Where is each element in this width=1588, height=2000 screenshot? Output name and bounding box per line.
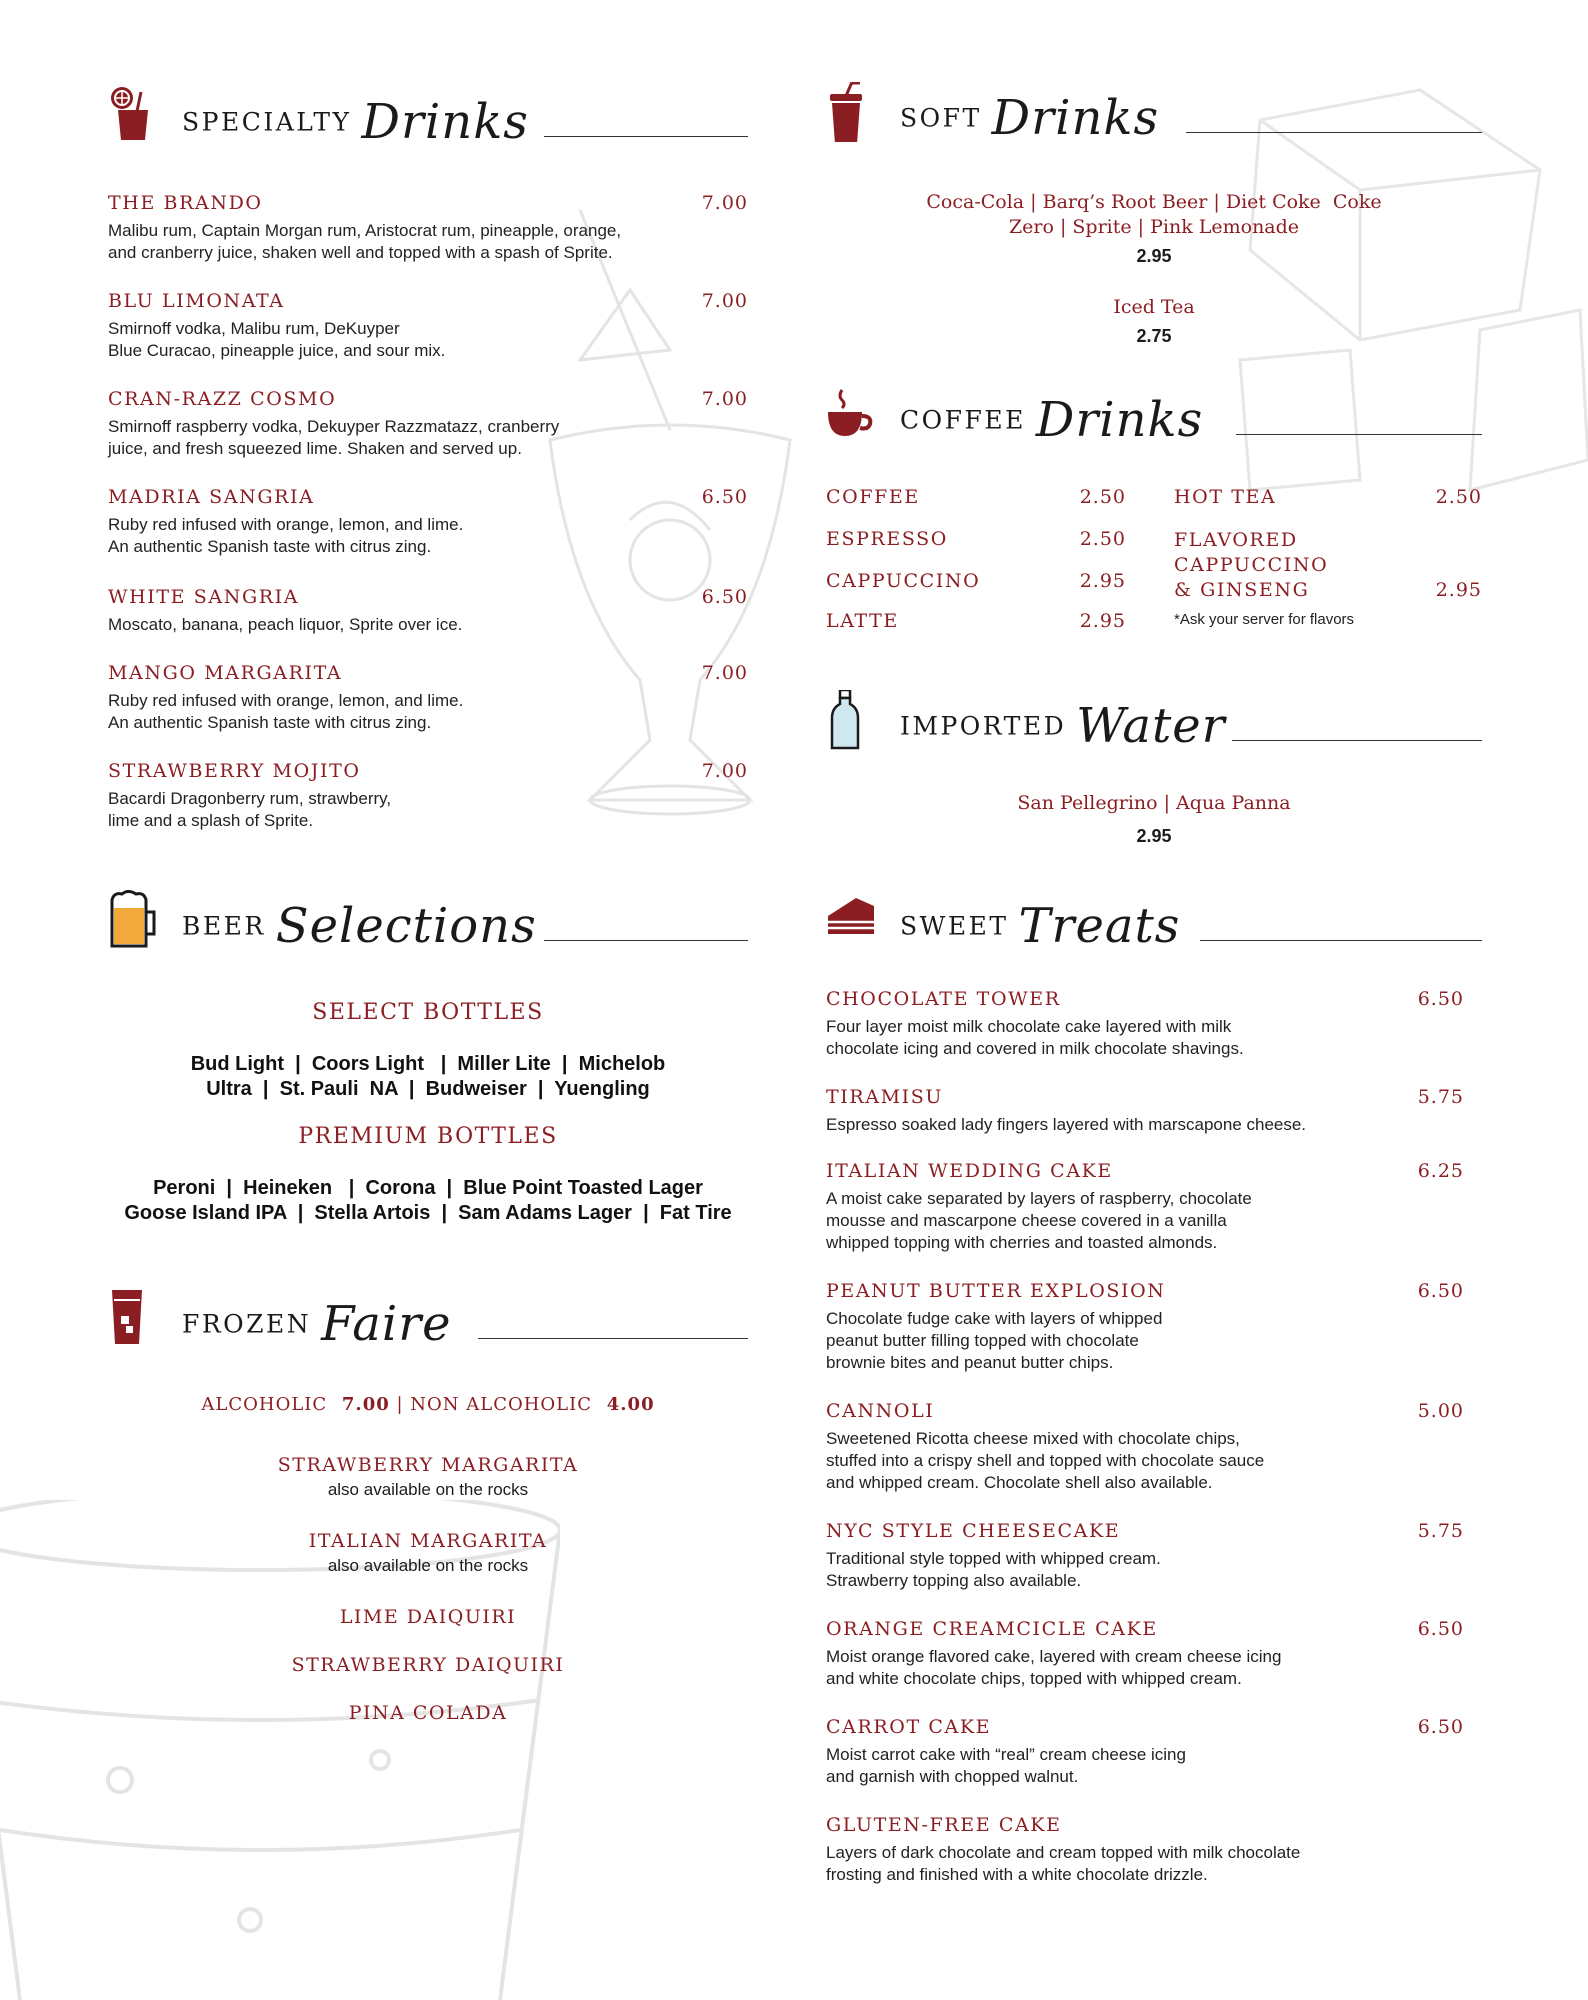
frozen-item-note: also available on the rocks xyxy=(327,1556,529,1575)
menu-item xyxy=(826,1618,1464,1690)
coffee-price: 2.50 xyxy=(1079,486,1126,508)
soda-cup-icon xyxy=(826,82,874,142)
flavors-note: *Ask your server for flavors xyxy=(1174,611,1355,628)
desc-line: brownie bites and peanut butter chips. xyxy=(826,1353,1114,1372)
desc-line: and cranberry juice, shaken well and topped with a spash of Sprite. xyxy=(108,243,613,262)
desc-line: Sweetened Ricotta cheese mixed with chocolate chips, xyxy=(826,1429,1240,1448)
desc-line: Four layer moist milk chocolate cake layered with milk xyxy=(826,1017,1232,1036)
menu-item xyxy=(826,1716,1464,1788)
beer-line: Bud Light | Coors Light | Miller Lite | Michelob xyxy=(190,1053,666,1075)
frozen-item-name: STRAWBERRY DAIQUIRI xyxy=(291,1654,565,1676)
coffee-name-line: CAPPUCCINO xyxy=(1174,554,1329,576)
menu-item xyxy=(826,988,1464,1060)
beer-selections-header xyxy=(108,890,748,960)
menu-item xyxy=(108,388,748,460)
item-name: MADRIA SANGRIA xyxy=(108,486,315,508)
frozen-item-name: STRAWBERRY MARGARITA xyxy=(277,1454,579,1476)
desc-line: whipped topping with cherries and toasted almonds. xyxy=(826,1233,1218,1252)
heading-rule xyxy=(1186,132,1482,133)
item-name: CRAN-RAZZ COSMO xyxy=(108,388,337,410)
premium-bottles-list xyxy=(108,1176,748,1226)
soft-heading-script: Drinks xyxy=(991,90,1160,146)
item-price: 7.00 xyxy=(701,662,748,684)
item-price: 5.75 xyxy=(1417,1520,1464,1542)
coffee-name-line: & GINSENG xyxy=(1174,579,1310,601)
desc-line: An authentic Spanish taste with citrus zing. xyxy=(108,713,432,732)
item-name: CARROT CAKE xyxy=(826,1716,992,1738)
desc-line: chocolate icing and covered in milk chocolate shavings. xyxy=(826,1039,1244,1058)
item-name: TIRAMISU xyxy=(826,1086,943,1108)
desc-line: A moist cake separated by layers of raspberry, chocolate xyxy=(826,1189,1252,1208)
item-name: CANNOLI xyxy=(826,1400,935,1422)
frozen-item-name: PINA COLADA xyxy=(348,1702,508,1724)
water-heading-script: Water xyxy=(1076,698,1226,754)
frozen-item-name: ITALIAN MARGARITA xyxy=(308,1530,548,1552)
item-description xyxy=(826,1548,1464,1592)
cake-slice-icon xyxy=(826,890,874,950)
desc-line: Traditional style topped with whipped cream. xyxy=(826,1549,1161,1568)
coffee-price: 2.95 xyxy=(1435,579,1482,601)
menu-item xyxy=(826,1086,1464,1136)
desc-line: lime and a splash of Sprite. xyxy=(108,811,314,830)
coffee-item xyxy=(826,570,1126,592)
beer-heading-script: Selections xyxy=(275,898,537,954)
select-bottles-title: SELECT BOTTLES xyxy=(312,1000,544,1025)
coffee-name: LATTE xyxy=(826,610,899,632)
item-name: WHITE SANGRIA xyxy=(108,586,300,608)
item-price: 7.00 xyxy=(701,192,748,214)
coffee-price: 2.95 xyxy=(1079,610,1126,632)
heading-rule xyxy=(544,940,748,941)
desc-line: Moist orange flavored cake, layered with cream cheese icing xyxy=(826,1647,1282,1666)
water-bottle-icon xyxy=(826,690,874,750)
item-price: 6.50 xyxy=(701,486,748,508)
menu-item xyxy=(826,1400,1464,1494)
specialty-drinks-header xyxy=(108,86,748,156)
menu-item xyxy=(826,1814,1464,1886)
beer-line: Ultra | St. Pauli NA | Budweiser | Yuengling xyxy=(206,1078,650,1100)
cocktail-icon xyxy=(108,86,156,146)
item-price: 6.50 xyxy=(1417,1716,1464,1738)
menu-item xyxy=(826,1160,1464,1254)
coffee-heading-script: Drinks xyxy=(1035,392,1204,448)
menu-item xyxy=(108,662,748,734)
beer-heading-word: BEER xyxy=(182,911,266,941)
menu-item xyxy=(826,1520,1464,1592)
non-alcoholic-label: NON ALCOHOLIC xyxy=(410,1394,593,1415)
item-description xyxy=(108,514,748,558)
water-price: 2.95 xyxy=(1136,826,1172,846)
item-description xyxy=(108,416,748,460)
menu-item xyxy=(108,486,748,558)
item-name: ORANGE CREAMCICLE CAKE xyxy=(826,1618,1158,1640)
pricing-separator: | xyxy=(389,1394,411,1415)
item-price: 6.50 xyxy=(1417,988,1464,1010)
coffee-item xyxy=(1174,486,1482,508)
coffee-name: ESPRESSO xyxy=(826,528,948,550)
frozen-pricing-line xyxy=(108,1394,748,1415)
item-price: 7.00 xyxy=(701,760,748,782)
item-description xyxy=(108,690,748,734)
soft-drinks-header xyxy=(826,82,1482,152)
desc-line: frosting and finished with a white chocolate drizzle. xyxy=(826,1865,1208,1884)
sweet-heading-word: SWEET xyxy=(900,911,1009,941)
coffee-item xyxy=(826,610,1126,632)
desc-line: Malibu rum, Captain Morgan rum, Aristocrat rum, pineapple, orange, xyxy=(108,221,622,240)
frozen-item-name: LIME DAIQUIRI xyxy=(339,1606,517,1628)
item-description xyxy=(826,1308,1464,1374)
item-description xyxy=(826,1842,1464,1886)
soft-drinks-line: Zero | Sprite | Pink Lemonade xyxy=(1008,216,1300,238)
item-price: 6.50 xyxy=(701,586,748,608)
desc-line: and garnish with chopped walnut. xyxy=(826,1767,1079,1786)
item-description xyxy=(826,1188,1464,1254)
coffee-heading-word: COFFEE xyxy=(900,405,1026,435)
item-description xyxy=(826,1646,1464,1690)
coffee-price: 2.50 xyxy=(1079,528,1126,550)
sweet-treats-header xyxy=(826,890,1482,960)
specialty-heading-script: Drinks xyxy=(361,94,529,150)
water-list: San Pellegrino | Aqua Panna xyxy=(1017,792,1291,814)
select-bottles-list xyxy=(108,1052,748,1102)
desc-line: Moscato, banana, peach liquor, Sprite over ice. xyxy=(108,615,463,634)
desc-line: Ruby red infused with orange, lemon, and lime. xyxy=(108,515,464,534)
imported-water-header xyxy=(826,690,1482,760)
coffee-cup-icon xyxy=(826,384,874,444)
item-description xyxy=(108,614,748,636)
non-alcoholic-price: 4.00 xyxy=(606,1394,655,1415)
frozen-heading-word: FROZEN xyxy=(182,1309,312,1339)
item-price: 7.00 xyxy=(701,290,748,312)
coffee-name: CAPPUCCINO xyxy=(826,570,981,592)
item-name: BLU LIMONATA xyxy=(108,290,285,312)
beer-mug-icon xyxy=(108,890,156,950)
frozen-item xyxy=(108,1530,748,1576)
coffee-drinks-header xyxy=(826,384,1482,454)
iced-tea-label: Iced Tea xyxy=(1113,296,1195,318)
item-name: GLUTEN-FREE CAKE xyxy=(826,1814,1062,1836)
desc-line: stuffed into a crispy shell and topped with chocolate sauce xyxy=(826,1451,1265,1470)
item-name: PEANUT BUTTER EXPLOSION xyxy=(826,1280,1166,1302)
frozen-item-note: also available on the rocks xyxy=(327,1480,529,1499)
item-description xyxy=(108,788,748,832)
item-price: 7.00 xyxy=(701,388,748,410)
item-name: NYC STYLE CHEESECAKE xyxy=(826,1520,1121,1542)
desc-line: Strawberry topping also available. xyxy=(826,1571,1082,1590)
alcoholic-label: ALCOHOLIC xyxy=(201,1394,328,1415)
item-description xyxy=(108,318,748,362)
coffee-price: 2.95 xyxy=(1079,570,1126,592)
menu-item xyxy=(108,586,748,636)
specialty-heading-word: SPECIALTY xyxy=(182,107,352,137)
desc-line: Chocolate fudge cake with layers of whipped xyxy=(826,1309,1163,1328)
sweet-heading-script: Treats xyxy=(1018,898,1181,954)
beer-line: Peroni | Heineken | Corona | Blue Point Toasted Lager xyxy=(153,1177,703,1199)
item-name: STRAWBERRY MOJITO xyxy=(108,760,361,782)
menu-item xyxy=(108,760,748,832)
item-price: 5.00 xyxy=(1417,1400,1464,1422)
premium-bottles-title: PREMIUM BOTTLES xyxy=(298,1124,558,1149)
heading-rule xyxy=(1236,434,1482,435)
item-name: CHOCOLATE TOWER xyxy=(826,988,1061,1010)
frozen-item xyxy=(108,1454,748,1500)
item-name: MANGO MARGARITA xyxy=(108,662,343,684)
menu-item xyxy=(826,1280,1464,1374)
desc-line: and white chocolate chips, topped with whipped cream. xyxy=(826,1669,1242,1688)
frozen-glass-icon xyxy=(108,1288,156,1348)
item-description xyxy=(108,220,748,264)
heading-rule xyxy=(544,136,748,137)
soft-drinks-line: Coca-Cola | Barq’s Root Beer | Diet Coke Coke xyxy=(926,191,1382,213)
coffee-name-line: FLAVORED xyxy=(1174,529,1298,551)
menu-item xyxy=(108,290,748,362)
item-price: 6.50 xyxy=(1417,1618,1464,1640)
coffee-item xyxy=(1174,528,1482,632)
desc-line: Blue Curacao, pineapple juice, and sour mix. xyxy=(108,341,446,360)
desc-line: and whipped cream. Chocolate shell also available. xyxy=(826,1473,1213,1492)
item-price: 6.25 xyxy=(1417,1160,1464,1182)
desc-line: mousse and mascarpone cheese covered in a vanilla xyxy=(826,1211,1227,1230)
item-name: ITALIAN WEDDING CAKE xyxy=(826,1160,1113,1182)
item-name: THE BRANDO xyxy=(108,192,263,214)
coffee-price: 2.50 xyxy=(1435,486,1482,508)
menu-item xyxy=(108,192,748,264)
desc-line: juice, and fresh squeezed lime. Shaken and served up. xyxy=(108,439,522,458)
item-description xyxy=(826,1016,1464,1060)
coffee-name: COFFEE xyxy=(826,486,920,508)
item-description xyxy=(826,1744,1464,1788)
heading-rule xyxy=(478,1338,748,1339)
water-heading-word: IMPORTED xyxy=(900,711,1067,741)
frozen-heading-script: Faire xyxy=(321,1296,452,1352)
desc-line: peanut butter filling topped with chocolate xyxy=(826,1331,1139,1350)
desc-line: An authentic Spanish taste with citrus zing. xyxy=(108,537,432,556)
iced-tea-price: 2.75 xyxy=(1136,326,1172,346)
frozen-faire-header xyxy=(108,1288,748,1358)
item-description xyxy=(826,1428,1464,1494)
soft-drinks-list xyxy=(826,190,1482,240)
coffee-item xyxy=(826,486,1126,508)
coffee-item xyxy=(826,528,1126,550)
item-price: 5.75 xyxy=(1417,1086,1464,1108)
desc-line: Smirnoff vodka, Malibu rum, DeKuyper xyxy=(108,319,400,338)
desc-line: Ruby red infused with orange, lemon, and lime. xyxy=(108,691,464,710)
item-price: 6.50 xyxy=(1417,1280,1464,1302)
beer-line: Goose Island IPA | Stella Artois | Sam Adams Lager | Fat Tire xyxy=(124,1202,732,1224)
item-description xyxy=(826,1114,1464,1136)
heading-rule xyxy=(1232,740,1482,741)
desc-line: Bacardi Dragonberry rum, strawberry, xyxy=(108,789,392,808)
soft-drinks-price: 2.95 xyxy=(1136,246,1172,266)
desc-line: Smirnoff raspberry vodka, Dekuyper Razzmatazz, cranberry xyxy=(108,417,560,436)
soft-heading-word: SOFT xyxy=(900,103,982,133)
desc-line: Espresso soaked lady fingers layered with marscapone cheese. xyxy=(826,1115,1307,1134)
desc-line: Layers of dark chocolate and cream topped with milk chocolate xyxy=(826,1843,1301,1862)
desc-line: Moist carrot cake with “real” cream cheese icing xyxy=(826,1745,1186,1764)
coffee-name: HOT TEA xyxy=(1174,486,1277,508)
alcoholic-price: 7.00 xyxy=(341,1394,390,1415)
heading-rule xyxy=(1200,940,1482,941)
